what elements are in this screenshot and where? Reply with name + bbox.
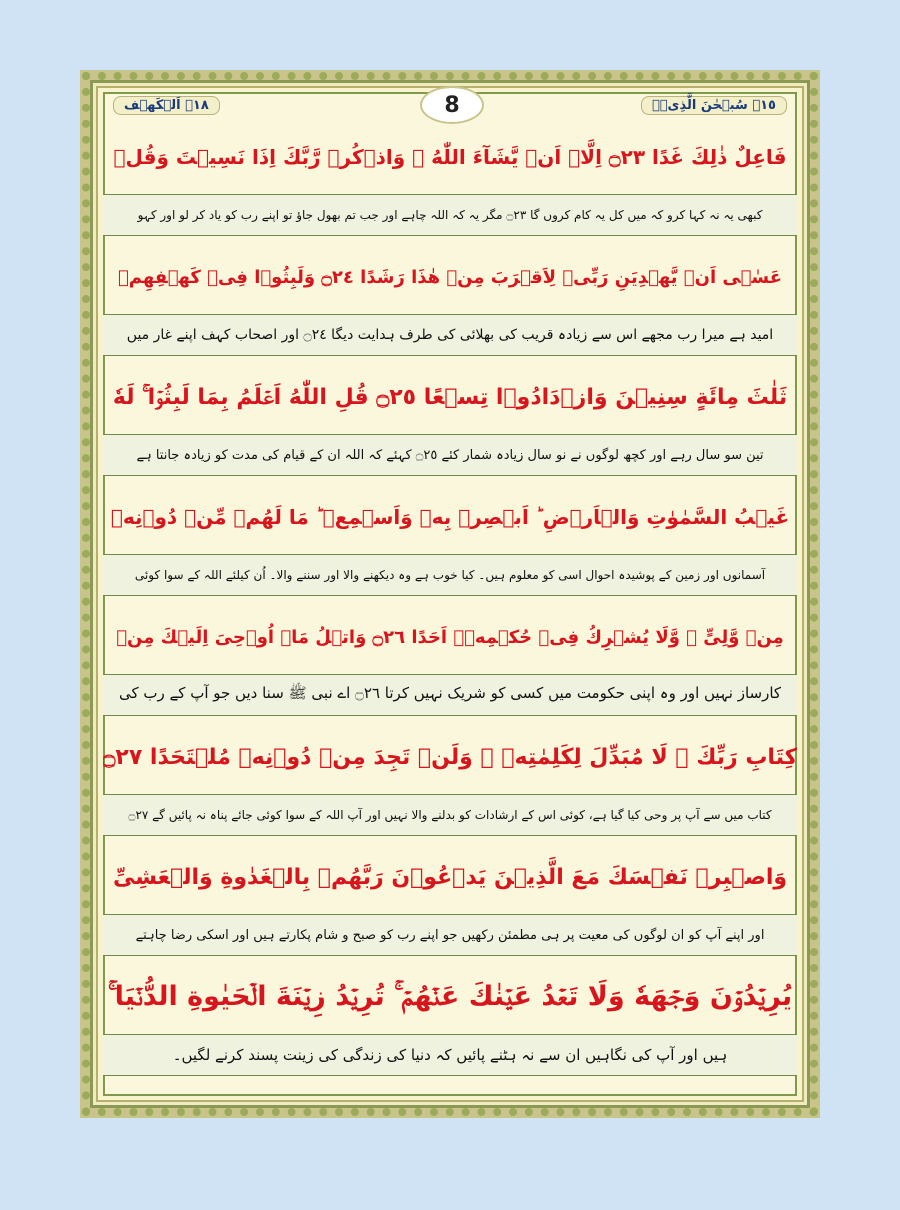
surah-label: ١٨۔ اَلۡکَھۡف — [113, 96, 220, 115]
urdu-translation: آسمانوں اور زمین کے پوشیدہ احوال اسی کو معلوم ہیں۔ کیا خوب ہے وہ دیکھنے والا اور سننے والا۔ اُن کیلئے اللہ کے سوا کوئی — [103, 554, 797, 596]
urdu-translation: کارساز نہیں اور وہ اپنی حکومت میں کسی کو شریک نہیں کرتا ۝٢٦ اے نبی ﷺ سنا دیں جو آپ کے رب کی — [103, 674, 797, 716]
arabic-line: فَاعِلٌ ذٰلِكَ غَدًا ۝٢٣ اِلَّاۤ اَنۡ یَّشَآءَ اللّٰهُ ۫ وَاذۡكُرۡ رَّبَّكَ اِذَا نَسِیۡتَ وَقُلۡ — [113, 145, 787, 169]
urdu-translation: تین سو سال رہے اور کچھ لوگوں نے نو سال زیادہ شمار کئے ۝٢٥ کہئے کہ اللہ ان کے قیام کی مدت کو زیادہ جانتا ہے — [103, 434, 797, 476]
verse-block — [103, 600, 797, 716]
urdu-translation: ہیں اور آپ کی نگاہیں ان سے نہ ہٹنے پائیں کہ دنیا کی زندگی کی زینت پسند کرنے لگیں۔ — [103, 1034, 797, 1076]
arabic-line: ثَلٰثَ مِائَةٍ سِنِیۡنَ وَازۡدَادُوۡا تِسۡعًا ۝٢٥ قُلِ اللّٰهُ اَعۡلَمُ بِمَا لَبِثُوۡا ۚ لَهٗ — [112, 384, 788, 410]
page-number: 8 — [420, 86, 484, 124]
arabic-line: مِنۡ وَّلِیٍّ ۫ وَّلَا یُشۡرِكُ فِیۡ حُكۡمِهٖۤ اَحَدًا ۝٢٦ وَاتۡلُ مَاۤ اُوۡحِیَ اِلَیۡكَ مِنۡ — [116, 626, 784, 648]
arabic-line: وَاصۡبِرۡ نَفۡسَكَ مَعَ الَّذِیۡنَ یَدۡعُوۡنَ رَبَّهُمۡ بِالۡغَدٰوةِ وَالۡعَشِیِّ — [112, 864, 788, 890]
juz-label: ١٥۔ سُبۡحٰنَ الَّذِیۡۤ — [641, 96, 787, 115]
urdu-translation: کتاب میں سے آپ پر وحی کیا گیا ہے، کوئی اس کے ارشادات کو بدلنے والا نہیں اور آپ اللہ کے سوا کوئی جائے پناہ نہ پائیں گے ۝٢٧ — [103, 794, 797, 836]
verse-block — [103, 120, 797, 236]
verse-block — [103, 240, 797, 356]
arabic-line: یُرِیۡدُوۡنَ وَجۡهَهٗ وَلَا تَعۡدُ عَیۡنٰكَ عَنۡهُمۡ ۚ تُرِیۡدُ زِیۡنَةَ الۡحَیٰوةِ الدُّنۡیَا ۚ — [107, 981, 793, 1012]
arabic-line: كِتَابِ رَبِّكَ ۚ لَا مُبَدِّلَ لِكَلِمٰتِهٖ ۚ وَلَنۡ تَجِدَ مِنۡ دُوۡنِهٖ مُلۡتَحَدًا ۝٢٧ — [103, 744, 797, 770]
verse-block — [103, 360, 797, 476]
verse-block — [103, 720, 797, 836]
arabic-line: عَسٰۤی اَنۡ یَّهۡدِیَنِ رَبِّیۡ لِاَقۡرَبَ مِنۡ هٰذَا رَشَدًا ۝٢٤ وَلَبِثُوۡا فِیۡ كَهۡفِهِمۡ — [117, 266, 783, 288]
verse-block — [103, 840, 797, 956]
verse-block — [103, 960, 797, 1076]
urdu-translation: اور اپنے آپ کو ان لوگوں کی معیت پر ہی مطمئن رکھیں جو اپنے رب کو صبح و شام پکارتے ہیں اور اسکی رضا چاہتے — [103, 914, 797, 956]
verse-block — [103, 480, 797, 596]
urdu-translation: کبھی یہ نہ کہا کرو کہ میں کل یہ کام کروں گا ۝٢٣ مگر یہ کہ اللہ چاہے اور جب تم بھول جاؤ تو اپنے رب کو یاد کر لو اور کہو — [103, 194, 797, 236]
urdu-translation: امید ہے میرا رب مجھے اس سے زیادہ قریب کی بھلائی کی طرف ہدایت دیگا ۝٢٤ اور اصحاب کہف اپنے غار میں — [103, 314, 797, 356]
arabic-line: غَیۡبُ السَّمٰوٰتِ وَالۡاَرۡضِ ؕ اَبۡصِرۡ بِهٖ وَاَسۡمِعۡ ؕ مَا لَهُمۡ مِّنۡ دُوۡنِهٖ — [110, 505, 790, 529]
